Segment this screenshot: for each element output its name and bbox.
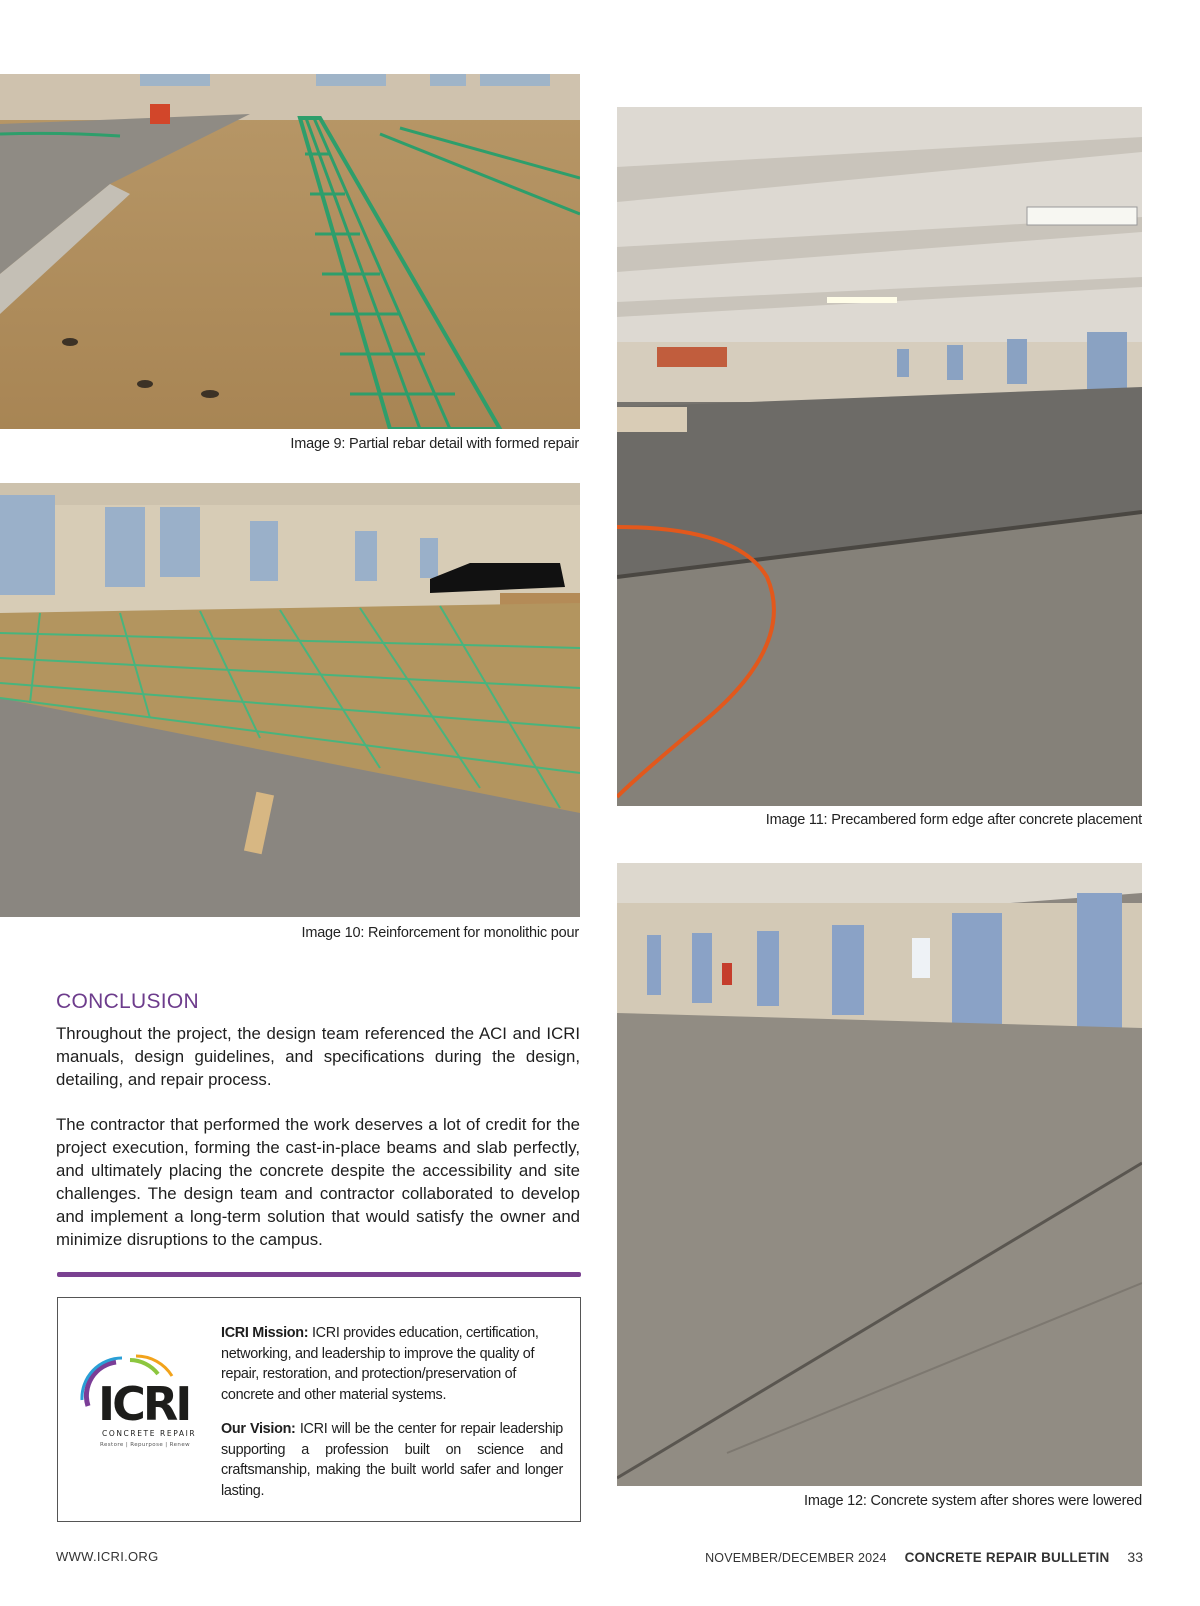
page-number: 33: [1127, 1549, 1143, 1565]
conclusion-paragraph-2: The contractor that performed the work deserves a lot of credit for the project execution, forming the cast-in-place beams and slab perfectly, and ultimately placing the concrete despite the accessibility and site challenges. The design team and contractor collaborated to develop and implement a long-term solution that would satisfy the owner and minimize disruptions to the campus.: [56, 1115, 580, 1249]
image-10-caption: Image 10: Reinforcement for monolithic pour: [301, 925, 579, 941]
image-10-photo: [0, 483, 580, 917]
image-11-photo: [617, 107, 1142, 806]
icri-logo: [76, 1354, 208, 1454]
mission-text: ICRI provides education, certification, networking, and leadership to improve the quality of repair, restoration, and protection/preservation of concrete and other material systems.: [221, 1325, 539, 1403]
mission-label: ICRI Mission:: [221, 1325, 309, 1341]
image-9-caption: Image 9: Partial rebar detail with formed repair: [290, 436, 579, 452]
vision-statement: [221, 1419, 563, 1501]
image-12-caption: Image 12: Concrete system after shores were lowered: [804, 1493, 1142, 1509]
icri-mission-box: [57, 1297, 581, 1522]
footer-url[interactable]: WWW.ICRI.ORG: [56, 1549, 159, 1564]
section-heading: CONCLUSION: [56, 990, 200, 1013]
icri-logo-icon: [76, 1354, 208, 1454]
conclusion-paragraph-1: Throughout the project, the design team referenced the ACI and ICRI manuals, design guidelines, and specifications during the design, detailing, and repair process.: [56, 1024, 580, 1089]
svg-text:ICRI: ICRI: [98, 1377, 190, 1431]
svg-text:Restore | Repurpose | Renew: Restore | Repurpose | Renew: [100, 1442, 190, 1448]
footer-info: [705, 1549, 1143, 1565]
section-divider: [57, 1272, 581, 1277]
svg-text:CONCRETE REPAIR: CONCRETE REPAIR: [102, 1429, 197, 1438]
image-12-photo: [617, 863, 1142, 1486]
mission-statement: [221, 1323, 563, 1405]
footer-publication: CONCRETE REPAIR BULLETIN: [904, 1550, 1110, 1565]
vision-label: Our Vision:: [221, 1421, 296, 1437]
footer-issue: NOVEMBER/DECEMBER 2024: [705, 1551, 887, 1565]
image-11-caption: Image 11: Precambered form edge after concrete placement: [765, 812, 1142, 828]
vision-text: ICRI will be the center for repair leadership supporting a profession built on science and craftsmanship, making the built world safer and longer lasting.: [221, 1421, 563, 1499]
image-9-photo: [0, 74, 580, 429]
